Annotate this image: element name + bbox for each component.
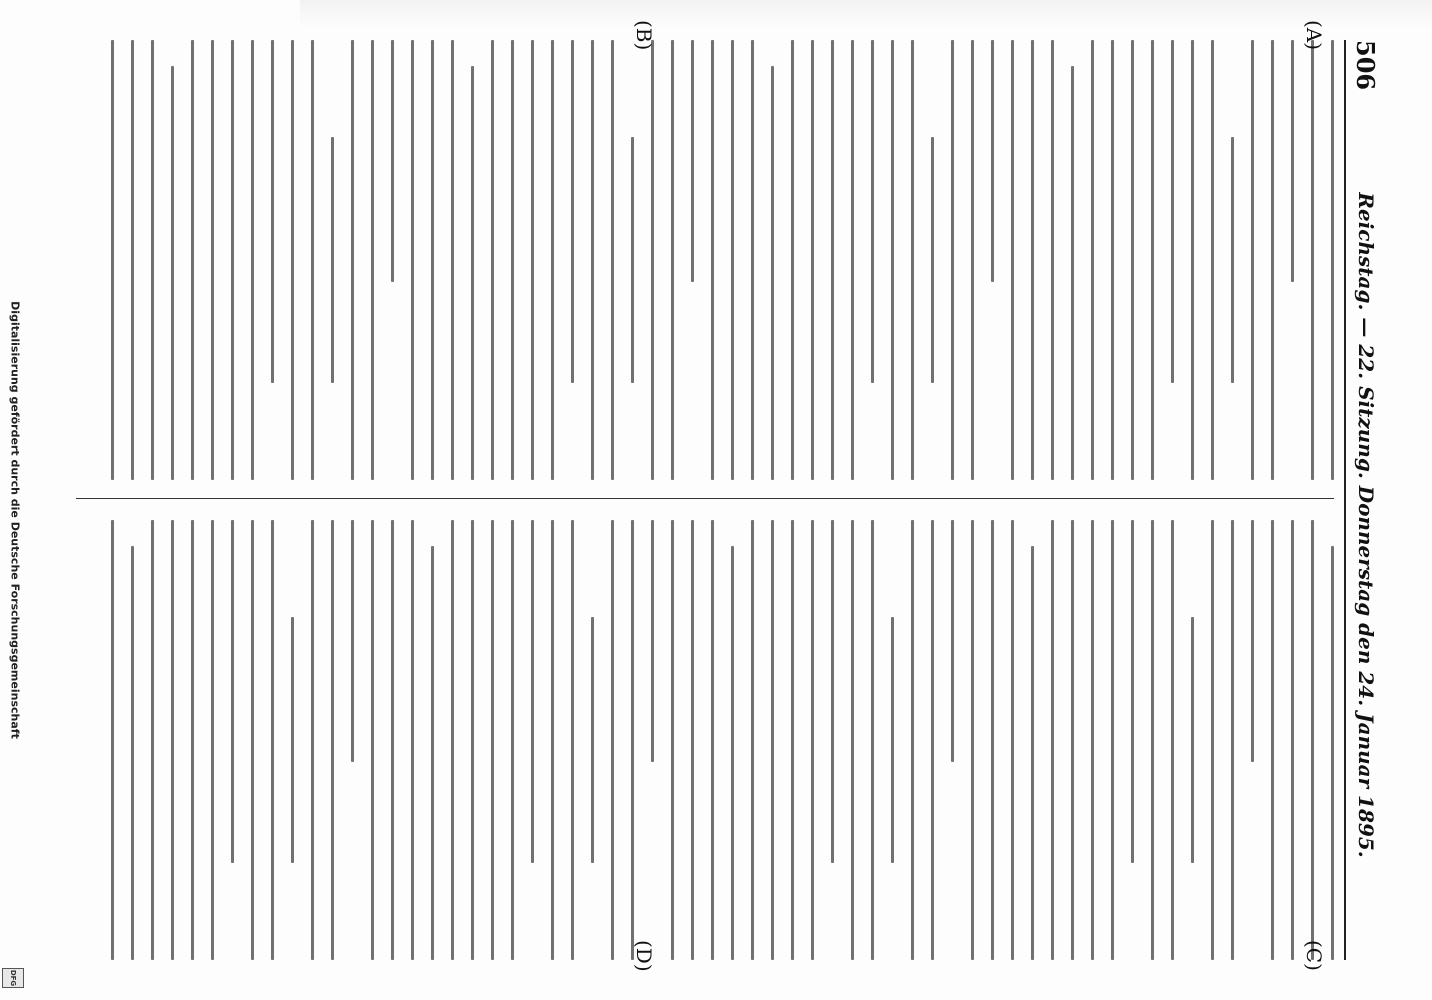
text-line bbox=[1311, 40, 1314, 480]
text-line bbox=[1231, 137, 1234, 383]
text-line bbox=[211, 40, 214, 480]
text-line bbox=[271, 40, 274, 383]
page-number: 506 bbox=[1351, 40, 1381, 91]
text-line bbox=[791, 520, 794, 960]
page-header bbox=[1344, 40, 1386, 960]
text-line bbox=[1031, 546, 1034, 960]
text-line bbox=[971, 520, 974, 960]
text-line bbox=[1131, 40, 1134, 480]
text-line bbox=[751, 40, 754, 480]
text-line bbox=[311, 520, 314, 960]
text-line bbox=[1191, 617, 1194, 863]
margin-mark-c: (C) bbox=[1302, 940, 1326, 971]
text-line bbox=[831, 520, 834, 863]
text-line bbox=[691, 520, 694, 960]
text-line bbox=[491, 40, 494, 480]
text-line bbox=[1071, 66, 1074, 480]
text-line bbox=[611, 40, 614, 480]
text-line bbox=[471, 520, 474, 960]
dfg-logo bbox=[2, 968, 24, 988]
text-line bbox=[771, 520, 774, 960]
text-line bbox=[1331, 546, 1334, 960]
text-line bbox=[1171, 40, 1174, 383]
text-line bbox=[471, 66, 474, 480]
text-line bbox=[671, 40, 674, 480]
text-line bbox=[391, 40, 394, 282]
rotated-newspaper-page bbox=[16, 20, 1416, 980]
text-line bbox=[771, 66, 774, 480]
text-line bbox=[551, 520, 554, 960]
text-line bbox=[351, 40, 354, 480]
text-line bbox=[1151, 520, 1154, 960]
text-line bbox=[511, 40, 514, 480]
text-line bbox=[631, 137, 634, 383]
text-line bbox=[311, 40, 314, 480]
text-line bbox=[131, 40, 134, 480]
text-line bbox=[1091, 520, 1094, 960]
text-line bbox=[431, 546, 434, 960]
text-line bbox=[1251, 520, 1254, 762]
text-line bbox=[711, 40, 714, 480]
text-line bbox=[1151, 40, 1154, 480]
text-line bbox=[291, 617, 294, 863]
text-line bbox=[731, 40, 734, 480]
text-line bbox=[1131, 520, 1134, 863]
text-line bbox=[851, 40, 854, 480]
text-line bbox=[451, 520, 454, 960]
text-line bbox=[111, 520, 114, 960]
text-line bbox=[751, 520, 754, 960]
text-line bbox=[631, 520, 634, 960]
text-line bbox=[591, 40, 594, 480]
text-line bbox=[251, 520, 254, 960]
text-line bbox=[611, 520, 614, 960]
text-line bbox=[231, 40, 234, 480]
text-line bbox=[171, 520, 174, 960]
text-line bbox=[231, 520, 234, 863]
text-line bbox=[651, 40, 654, 480]
text-line bbox=[1291, 520, 1294, 960]
text-line bbox=[891, 40, 894, 480]
text-line bbox=[991, 40, 994, 282]
text-line bbox=[1111, 520, 1114, 960]
text-line bbox=[931, 520, 934, 960]
dfg-logo-text: DFG bbox=[9, 969, 17, 987]
text-line bbox=[1171, 520, 1174, 960]
text-line bbox=[831, 40, 834, 480]
text-line bbox=[1271, 520, 1274, 960]
text-line bbox=[1331, 40, 1334, 480]
text-line bbox=[531, 520, 534, 863]
text-line bbox=[431, 40, 434, 480]
text-line bbox=[791, 40, 794, 480]
text-line bbox=[111, 40, 114, 480]
text-line bbox=[511, 520, 514, 960]
text-column-left bbox=[76, 40, 1334, 480]
text-line bbox=[671, 520, 674, 960]
text-line bbox=[1031, 40, 1034, 480]
text-line bbox=[1091, 40, 1094, 480]
margin-mark-b: (B) bbox=[632, 20, 656, 51]
text-line bbox=[1011, 520, 1014, 960]
text-line bbox=[651, 520, 654, 762]
text-line bbox=[451, 40, 454, 480]
text-line bbox=[951, 520, 954, 762]
margin-mark-d: (D) bbox=[632, 940, 656, 972]
text-line bbox=[531, 40, 534, 480]
text-line bbox=[1251, 40, 1254, 480]
column-divider bbox=[76, 498, 1334, 499]
text-line bbox=[911, 520, 914, 960]
text-line bbox=[211, 520, 214, 960]
text-line bbox=[411, 520, 414, 960]
digitization-credit-text: Digitalisierung gefördert durch die Deutsche Forschungsgemeinschaft bbox=[8, 301, 22, 739]
text-line bbox=[371, 40, 374, 480]
text-line bbox=[711, 520, 714, 960]
text-line bbox=[911, 40, 914, 480]
text-line bbox=[1211, 520, 1214, 960]
text-line bbox=[931, 137, 934, 383]
text-line bbox=[331, 520, 334, 960]
text-line bbox=[191, 40, 194, 480]
text-line bbox=[731, 546, 734, 960]
digitization-credit bbox=[8, 70, 22, 970]
text-line bbox=[1051, 520, 1054, 960]
text-line bbox=[971, 40, 974, 480]
text-line bbox=[871, 520, 874, 960]
text-line bbox=[691, 40, 694, 282]
text-line bbox=[1211, 40, 1214, 480]
text-line bbox=[291, 40, 294, 480]
text-line bbox=[871, 40, 874, 383]
text-line bbox=[1071, 520, 1074, 960]
text-line bbox=[191, 520, 194, 960]
text-line bbox=[811, 520, 814, 960]
text-line bbox=[151, 40, 154, 480]
text-line bbox=[811, 40, 814, 480]
text-line bbox=[551, 40, 554, 480]
text-line bbox=[991, 520, 994, 960]
text-line bbox=[1291, 40, 1294, 282]
text-line bbox=[1011, 40, 1014, 480]
text-line bbox=[411, 40, 414, 480]
text-line bbox=[571, 40, 574, 383]
text-line bbox=[491, 520, 494, 960]
text-line bbox=[1311, 520, 1314, 960]
text-line bbox=[171, 66, 174, 480]
running-title: Reichstag. — 22. Sitzung. Donnerstag den 24. Januar 1895. bbox=[1354, 192, 1378, 858]
text-line bbox=[1271, 40, 1274, 480]
text-line bbox=[851, 520, 854, 960]
text-line bbox=[1191, 40, 1194, 480]
text-line bbox=[331, 137, 334, 383]
text-line bbox=[351, 520, 354, 762]
text-line bbox=[131, 546, 134, 960]
text-column-right bbox=[76, 520, 1334, 960]
text-line bbox=[1231, 520, 1234, 960]
text-line bbox=[951, 40, 954, 480]
text-line bbox=[391, 520, 394, 960]
margin-mark-a: (A) bbox=[1302, 20, 1326, 51]
text-line bbox=[151, 520, 154, 960]
text-line bbox=[1111, 40, 1114, 480]
text-line bbox=[1051, 40, 1054, 480]
text-line bbox=[591, 617, 594, 863]
text-line bbox=[891, 617, 894, 863]
text-line bbox=[271, 520, 274, 960]
text-line bbox=[251, 40, 254, 480]
text-line bbox=[371, 520, 374, 960]
text-line bbox=[571, 520, 574, 960]
